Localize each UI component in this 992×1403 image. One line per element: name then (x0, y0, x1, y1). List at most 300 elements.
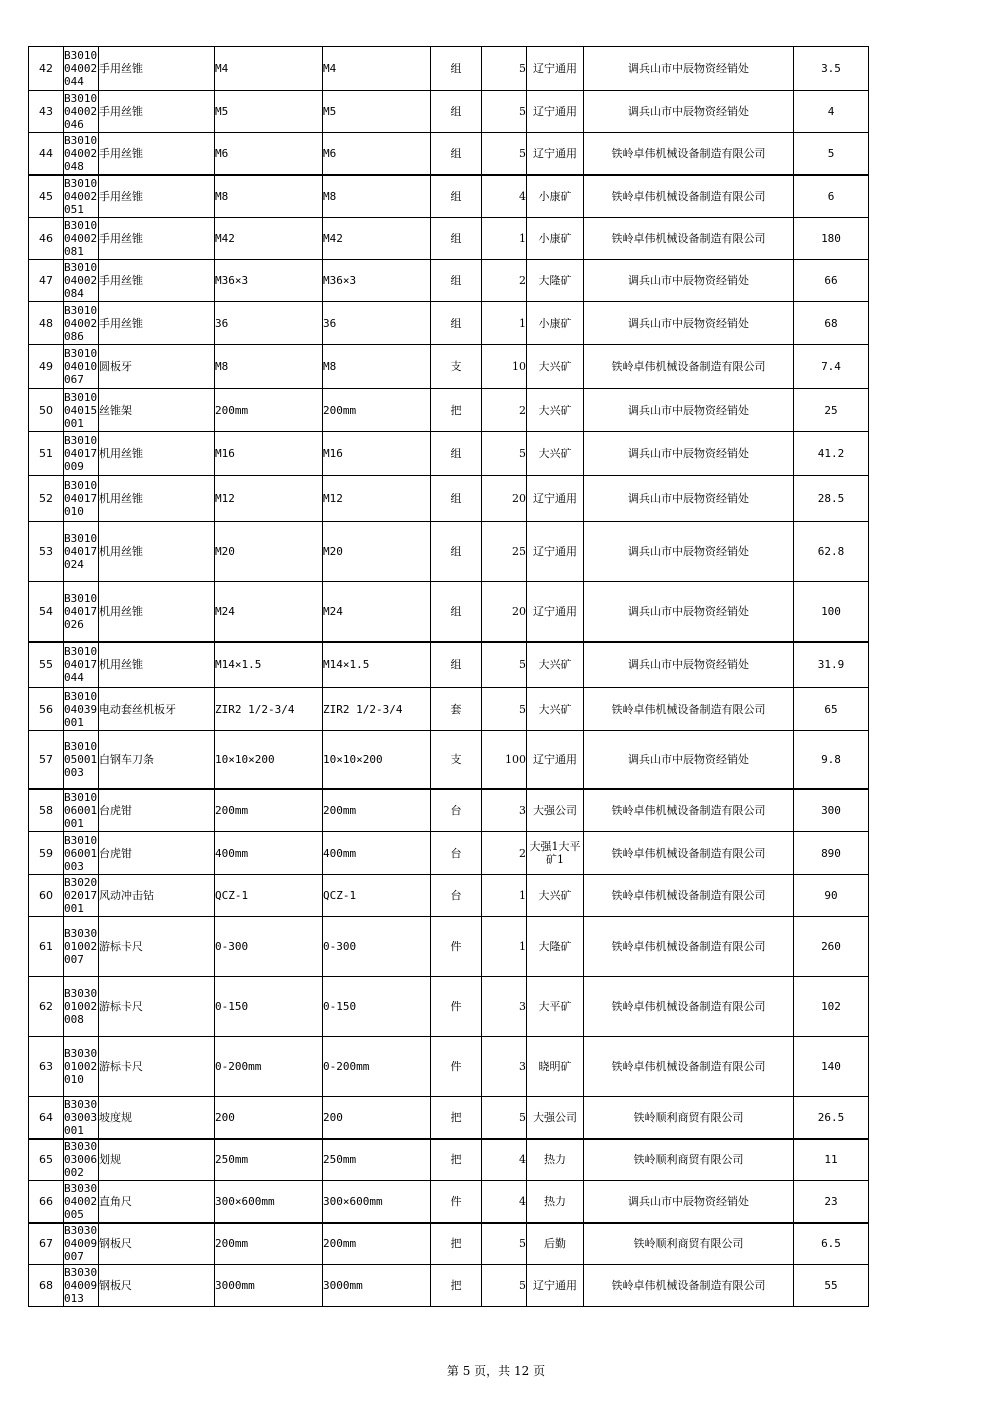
item-quantity: 5 (482, 91, 527, 133)
item-price: 890 (794, 832, 869, 875)
item-unit: 件 (431, 1181, 482, 1223)
item-supplier: 铁岭顺利商贸有限公司 (584, 1139, 794, 1181)
item-name: 机用丝锥 (99, 432, 215, 476)
item-price: 11 (794, 1139, 869, 1181)
item-model: M36×3 (323, 260, 431, 302)
table-row (29, 302, 869, 345)
item-code: B3010 04002 048 (64, 133, 98, 173)
item-name: 台虎钳 (99, 789, 215, 832)
item-name: 风动冲击钻 (99, 875, 215, 917)
item-price: 5 (794, 133, 869, 175)
item-unit: 件 (431, 917, 482, 977)
item-quantity: 5 (482, 1097, 527, 1139)
materials-table (28, 46, 869, 1307)
item-code: B3030 04009 013 (64, 1266, 98, 1305)
item-price: 6 (794, 175, 869, 218)
row-number: 57 (29, 731, 64, 789)
item-model: 250mm (323, 1139, 431, 1181)
item-supplier: 铁岭卓伟机械设备制造有限公司 (584, 133, 794, 175)
item-model: 0-150 (323, 977, 431, 1037)
item-unit: 件 (431, 1037, 482, 1097)
item-price: 90 (794, 875, 869, 917)
item-unit: 把 (431, 1223, 482, 1265)
item-user: 辽宁通用 (527, 133, 584, 175)
item-supplier: 调兵山市中辰物资经销处 (584, 47, 794, 91)
item-unit: 支 (431, 345, 482, 389)
item-spec: M24 (215, 582, 323, 642)
item-spec: QCZ-1 (215, 875, 323, 917)
table-row (29, 977, 869, 1037)
item-code: B3030 01002 008 (64, 977, 99, 1037)
item-user: 小康矿 (527, 175, 584, 218)
item-name: 台虎钳 (99, 832, 215, 875)
item-code: B3010 04017 010 (64, 476, 99, 522)
item-unit: 组 (431, 91, 482, 133)
row-number: 56 (29, 688, 64, 731)
item-name: 划规 (99, 1139, 215, 1181)
row-number: 50 (29, 389, 64, 432)
row-number: 47 (29, 260, 64, 302)
item-supplier: 调兵山市中辰物资经销处 (584, 731, 794, 789)
row-number: 63 (29, 1037, 64, 1097)
item-model: 200mm (323, 789, 431, 832)
item-quantity: 2 (482, 389, 527, 432)
row-number: 46 (29, 218, 64, 260)
item-code: B3030 04002 005 (64, 1181, 98, 1221)
item-user: 大兴矿 (527, 642, 584, 688)
item-unit: 组 (431, 302, 482, 345)
item-supplier: 调兵山市中辰物资经销处 (584, 1181, 794, 1223)
item-quantity: 25 (482, 522, 527, 582)
table-row (29, 476, 869, 522)
table-row (29, 218, 869, 260)
item-unit: 组 (431, 642, 482, 688)
row-number: 65 (29, 1139, 64, 1181)
row-number: 62 (29, 977, 64, 1037)
item-quantity: 4 (482, 175, 527, 218)
row-number: 54 (29, 582, 64, 642)
table-row (29, 642, 869, 688)
item-model: M42 (323, 218, 431, 260)
table-row (29, 832, 869, 875)
item-code: B3010 04017 044 (64, 642, 99, 688)
row-number: 59 (29, 832, 64, 875)
row-number: 60 (29, 875, 64, 917)
item-user: 辽宁通用 (527, 1265, 584, 1307)
item-supplier: 调兵山市中辰物资经销处 (584, 302, 794, 345)
item-unit: 组 (431, 47, 482, 91)
item-name: 手用丝锥 (99, 218, 215, 260)
item-price: 28.5 (794, 476, 869, 522)
item-model: M6 (323, 133, 431, 175)
item-code: B3010 04002 051 (64, 175, 99, 218)
item-supplier: 铁岭卓伟机械设备制造有限公司 (584, 917, 794, 977)
item-code: B3010 04002 084 (64, 261, 98, 300)
item-price: 66 (794, 260, 869, 302)
item-quantity: 10 (482, 345, 527, 389)
table-row (29, 1223, 869, 1265)
item-price: 9.8 (794, 731, 869, 789)
row-number: 49 (29, 345, 64, 389)
item-spec: M6 (215, 133, 323, 175)
item-user: 热力 (527, 1139, 584, 1181)
table-row (29, 1037, 869, 1097)
item-code: B3020 02017 001 (64, 876, 98, 915)
item-spec: M12 (215, 476, 323, 522)
item-user: 大平矿 (527, 977, 584, 1037)
item-supplier: 铁岭卓伟机械设备制造有限公司 (584, 789, 794, 832)
item-quantity: 100 (482, 731, 527, 789)
row-number: 42 (29, 47, 64, 91)
item-quantity: 4 (482, 1181, 527, 1223)
item-code: B3010 04017 026 (64, 582, 99, 642)
row-number: 68 (29, 1265, 64, 1307)
item-spec: M4 (215, 47, 323, 91)
item-name: 电动套丝机板牙 (99, 688, 215, 731)
item-model: 0-200mm (323, 1037, 431, 1097)
item-price: 68 (794, 302, 869, 345)
row-number: 58 (29, 789, 64, 832)
item-supplier: 铁岭卓伟机械设备制造有限公司 (584, 977, 794, 1037)
item-spec: 3000mm (215, 1265, 323, 1307)
item-code: B3010 04015 001 (64, 390, 98, 430)
row-number: 67 (29, 1223, 64, 1265)
table-row (29, 875, 869, 917)
item-name: 游标卡尺 (99, 977, 215, 1037)
item-quantity: 3 (482, 789, 527, 832)
row-number: 66 (29, 1181, 64, 1223)
item-supplier: 铁岭顺利商贸有限公司 (584, 1097, 794, 1139)
item-supplier: 调兵山市中辰物资经销处 (584, 389, 794, 432)
item-quantity: 5 (482, 432, 527, 476)
item-supplier: 铁岭卓伟机械设备制造有限公司 (584, 218, 794, 260)
item-supplier: 铁岭卓伟机械设备制造有限公司 (584, 175, 794, 218)
item-unit: 组 (431, 476, 482, 522)
item-name: 手用丝锥 (99, 260, 215, 302)
item-supplier: 调兵山市中辰物资经销处 (584, 642, 794, 688)
item-unit: 把 (431, 1139, 482, 1181)
item-spec: M14×1.5 (215, 642, 323, 688)
item-unit: 组 (431, 133, 482, 175)
row-number: 45 (29, 175, 64, 218)
item-user: 大兴矿 (527, 688, 584, 731)
item-code: B3030 04009 007 (64, 1224, 98, 1264)
item-price: 55 (794, 1265, 869, 1307)
table-row (29, 1097, 869, 1139)
item-price: 4 (794, 91, 869, 133)
item-user: 辽宁通用 (527, 476, 584, 522)
item-price: 41.2 (794, 432, 869, 476)
item-name: 钢板尺 (99, 1265, 215, 1307)
item-user: 辽宁通用 (527, 582, 584, 642)
item-model: 36 (323, 302, 431, 345)
item-spec: 0-200mm (215, 1037, 323, 1097)
item-name: 手用丝锥 (99, 47, 215, 91)
row-number: 55 (29, 642, 64, 688)
item-name: 机用丝锥 (99, 522, 215, 582)
table-row (29, 731, 869, 789)
item-price: 62.8 (794, 522, 869, 582)
item-supplier: 调兵山市中辰物资经销处 (584, 522, 794, 582)
table-body (29, 47, 869, 1307)
item-code: B3010 05001 003 (64, 731, 99, 789)
page-footer: 第 5 页，共 12 页 (446, 1364, 546, 1378)
item-name: 机用丝锥 (99, 582, 215, 642)
item-model: M8 (323, 175, 431, 218)
row-number: 51 (29, 432, 64, 476)
item-user: 大强公司 (527, 1097, 584, 1139)
item-user: 小康矿 (527, 302, 584, 345)
item-supplier: 铁岭顺利商贸有限公司 (584, 1223, 794, 1265)
item-price: 3.5 (794, 47, 869, 91)
item-model: ZIR2 1/2-3/4 (323, 688, 431, 731)
item-model: 200mm (323, 1223, 431, 1265)
item-spec: 0-150 (215, 977, 323, 1037)
item-code: B3030 01002 007 (64, 917, 99, 977)
item-price: 180 (794, 218, 869, 260)
item-spec: 10×10×200 (215, 731, 323, 789)
item-model: M12 (323, 476, 431, 522)
item-name: 手用丝锥 (99, 133, 215, 175)
item-model: 300×600mm (323, 1181, 431, 1223)
item-spec: ZIR2 1/2-3/4 (215, 688, 323, 731)
item-price: 25 (794, 389, 869, 432)
item-quantity: 5 (482, 47, 527, 91)
table-row (29, 1181, 869, 1223)
item-supplier: 调兵山市中辰物资经销处 (584, 91, 794, 133)
item-user: 大隆矿 (527, 917, 584, 977)
row-number: 64 (29, 1097, 64, 1139)
item-quantity: 5 (482, 1223, 527, 1265)
item-unit: 组 (431, 582, 482, 642)
item-code: B3010 06001 003 (64, 833, 98, 873)
item-price: 7.4 (794, 345, 869, 389)
item-spec: 200mm (215, 389, 323, 432)
table-row (29, 1265, 869, 1307)
row-number: 48 (29, 302, 64, 345)
item-quantity: 20 (482, 582, 527, 642)
item-quantity: 5 (482, 642, 527, 688)
item-unit: 套 (431, 688, 482, 731)
item-spec: M42 (215, 218, 323, 260)
item-quantity: 20 (482, 476, 527, 522)
item-name: 钢板尺 (99, 1223, 215, 1265)
item-quantity: 5 (482, 688, 527, 731)
item-code: B3010 04002 044 (64, 47, 99, 91)
table-row (29, 91, 869, 133)
item-model: 200mm (323, 389, 431, 432)
item-user: 辽宁通用 (527, 731, 584, 789)
item-price: 65 (794, 688, 869, 731)
table-row (29, 917, 869, 977)
item-price: 100 (794, 582, 869, 642)
item-model: 200 (323, 1097, 431, 1139)
item-name: 圆板牙 (99, 345, 215, 389)
item-spec: 200 (215, 1097, 323, 1139)
item-spec: M36×3 (215, 260, 323, 302)
item-spec: M16 (215, 432, 323, 476)
item-quantity: 2 (482, 832, 527, 875)
item-price: 6.5 (794, 1223, 869, 1265)
table-row (29, 522, 869, 582)
item-supplier: 铁岭卓伟机械设备制造有限公司 (584, 345, 794, 389)
item-name: 机用丝锥 (99, 642, 215, 688)
item-spec: M20 (215, 522, 323, 582)
item-code: B3010 04017 024 (64, 522, 99, 582)
item-unit: 把 (431, 1097, 482, 1139)
item-user: 后勤 (527, 1223, 584, 1265)
table-row (29, 582, 869, 642)
item-code: B3010 04039 001 (64, 689, 98, 729)
item-code: B3010 04002 081 (64, 219, 98, 258)
item-spec: 36 (215, 302, 323, 345)
item-supplier: 铁岭卓伟机械设备制造有限公司 (584, 688, 794, 731)
item-quantity: 1 (482, 218, 527, 260)
item-price: 102 (794, 977, 869, 1037)
item-quantity: 1 (482, 917, 527, 977)
item-price: 140 (794, 1037, 869, 1097)
item-name: 游标卡尺 (99, 917, 215, 977)
item-user: 辽宁通用 (527, 522, 584, 582)
item-unit: 组 (431, 522, 482, 582)
item-spec: 250mm (215, 1139, 323, 1181)
item-supplier: 铁岭卓伟机械设备制造有限公司 (584, 1265, 794, 1307)
item-supplier: 调兵山市中辰物资经销处 (584, 476, 794, 522)
table-row (29, 175, 869, 218)
item-name: 坡度规 (99, 1097, 215, 1139)
item-unit: 台 (431, 832, 482, 875)
item-price: 31.9 (794, 642, 869, 688)
item-name: 游标卡尺 (99, 1037, 215, 1097)
item-spec: M8 (215, 175, 323, 218)
item-quantity: 1 (482, 302, 527, 345)
item-name: 白钢车刀条 (99, 731, 215, 789)
item-quantity: 5 (482, 1265, 527, 1307)
item-user: 大兴矿 (527, 345, 584, 389)
item-unit: 组 (431, 432, 482, 476)
item-spec: M8 (215, 345, 323, 389)
item-unit: 组 (431, 175, 482, 218)
table-row (29, 260, 869, 302)
item-unit: 台 (431, 789, 482, 832)
item-user: 大强1大平矿1 (527, 832, 584, 875)
item-spec: 0-300 (215, 917, 323, 977)
item-quantity: 5 (482, 133, 527, 175)
item-unit: 件 (431, 977, 482, 1037)
item-code: B3010 04002 086 (64, 303, 98, 343)
item-user: 大兴矿 (527, 389, 584, 432)
item-name: 手用丝锥 (99, 91, 215, 133)
item-model: 0-300 (323, 917, 431, 977)
item-quantity: 3 (482, 1037, 527, 1097)
item-model: M24 (323, 582, 431, 642)
item-name: 机用丝锥 (99, 476, 215, 522)
item-unit: 组 (431, 218, 482, 260)
item-model: M5 (323, 91, 431, 133)
item-unit: 把 (431, 1265, 482, 1307)
item-user: 晓明矿 (527, 1037, 584, 1097)
item-spec: 400mm (215, 832, 323, 875)
item-name: 手用丝锥 (99, 175, 215, 218)
item-code: B3010 04002 046 (64, 92, 98, 131)
item-model: M16 (323, 432, 431, 476)
item-code: B3030 03006 002 (64, 1140, 98, 1180)
table-row (29, 345, 869, 389)
item-unit: 把 (431, 389, 482, 432)
item-model: M8 (323, 345, 431, 389)
item-user: 大兴矿 (527, 875, 584, 917)
item-code: B3010 04017 009 (64, 432, 99, 476)
row-number: 52 (29, 476, 64, 522)
item-user: 热力 (527, 1181, 584, 1223)
item-quantity: 2 (482, 260, 527, 302)
item-model: 10×10×200 (323, 731, 431, 789)
row-number: 43 (29, 91, 64, 133)
item-user: 大强公司 (527, 789, 584, 832)
item-user: 大隆矿 (527, 260, 584, 302)
table-row (29, 1139, 869, 1181)
item-name: 直角尺 (99, 1181, 215, 1223)
item-supplier: 调兵山市中辰物资经销处 (584, 260, 794, 302)
item-model: M4 (323, 47, 431, 91)
item-quantity: 4 (482, 1139, 527, 1181)
item-spec: M5 (215, 91, 323, 133)
item-price: 26.5 (794, 1097, 869, 1139)
item-code: B3030 01002 010 (64, 1037, 99, 1097)
item-unit: 支 (431, 731, 482, 789)
item-code: B3030 03003 001 (64, 1097, 98, 1137)
item-price: 260 (794, 917, 869, 977)
item-supplier: 调兵山市中辰物资经销处 (584, 582, 794, 642)
item-user: 辽宁通用 (527, 47, 584, 91)
table-row (29, 432, 869, 476)
item-name: 丝锥架 (99, 389, 215, 432)
item-unit: 台 (431, 875, 482, 917)
item-code: B3010 04010 067 (64, 345, 99, 389)
item-model: M20 (323, 522, 431, 582)
table-row (29, 688, 869, 731)
item-supplier: 调兵山市中辰物资经销处 (584, 432, 794, 476)
item-unit: 组 (431, 260, 482, 302)
item-user: 辽宁通用 (527, 91, 584, 133)
item-model: QCZ-1 (323, 875, 431, 917)
row-number: 53 (29, 522, 64, 582)
item-supplier: 铁岭卓伟机械设备制造有限公司 (584, 1037, 794, 1097)
table-row (29, 389, 869, 432)
row-number: 61 (29, 917, 64, 977)
item-supplier: 铁岭卓伟机械设备制造有限公司 (584, 875, 794, 917)
item-user: 大兴矿 (527, 432, 584, 476)
item-quantity: 3 (482, 977, 527, 1037)
item-spec: 200mm (215, 1223, 323, 1265)
item-supplier: 铁岭卓伟机械设备制造有限公司 (584, 832, 794, 875)
item-name: 手用丝锥 (99, 302, 215, 345)
item-price: 300 (794, 789, 869, 832)
item-model: 3000mm (323, 1265, 431, 1307)
table-row (29, 133, 869, 175)
item-price: 23 (794, 1181, 869, 1223)
row-number: 44 (29, 133, 64, 175)
item-spec: 300×600mm (215, 1181, 323, 1223)
item-model: M14×1.5 (323, 642, 431, 688)
item-model: 400mm (323, 832, 431, 875)
item-code: B3010 06001 001 (64, 789, 99, 832)
item-spec: 200mm (215, 789, 323, 832)
item-user: 小康矿 (527, 218, 584, 260)
item-quantity: 1 (482, 875, 527, 917)
table-row (29, 789, 869, 832)
table-row (29, 47, 869, 91)
